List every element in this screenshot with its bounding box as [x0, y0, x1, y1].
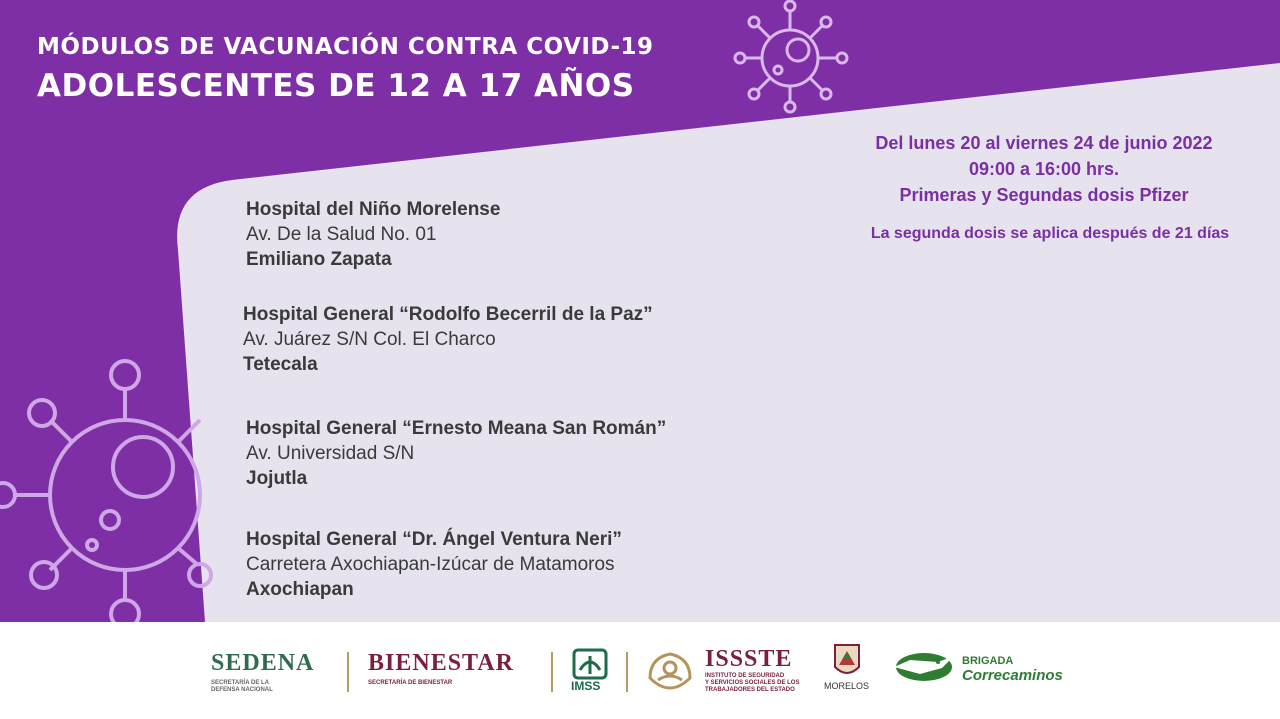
- hospital-address: Av. De la Salud No. 01: [246, 224, 437, 245]
- hospital-name: Hospital General “Rodolfo Becerril de la Paz”: [243, 304, 653, 325]
- second-dose-note: La segunda dosis se aplica después de 21 días: [870, 225, 1230, 242]
- logo-divider: [626, 652, 628, 692]
- title-line-1: MÓDULOS DE VACUNACIÓN CONTRA COVID-19: [37, 34, 654, 60]
- bienestar-logo: BIENESTAR: [368, 650, 514, 676]
- hospital-address: Av. Universidad S/N: [246, 443, 415, 464]
- sedena-logo: SEDENA: [211, 650, 315, 676]
- hospital-name: Hospital General “Ernesto Meana San Román”: [246, 418, 667, 439]
- correcaminos-label: Correcaminos: [962, 667, 1063, 684]
- hospital-name: Hospital General “Dr. Ángel Ventura Neri”: [246, 529, 622, 550]
- sedena-subtitle: [211, 680, 273, 694]
- logo-footer: [0, 622, 1280, 719]
- hospital-city: Tetecala: [243, 354, 318, 375]
- imss-logo: IMSS: [571, 679, 601, 693]
- roadrunner-icon: [890, 650, 958, 684]
- sedena-subtitle-line: SECRETARÍA DE LA: [211, 680, 270, 686]
- schedule-hours: 09:00 a 16:00 hrs.: [968, 159, 1120, 179]
- morelos-logo: MORELOS: [824, 681, 870, 691]
- schedule-dates: Del lunes 20 al viernes 24 de junio 2022: [875, 133, 1213, 153]
- hospital-city: Axochiapan: [246, 579, 354, 600]
- hospital-city: Jojutla: [246, 468, 308, 489]
- schedule-doses: Primeras y Segundas dosis Pfizer: [899, 185, 1189, 205]
- issste-emblem-icon: [644, 648, 696, 692]
- issste-subtitle-line: TRABAJADORES DEL ESTADO: [705, 687, 795, 693]
- schedule-block: [832, 130, 1256, 208]
- hospital-address: Carretera Axochiapan-Izúcar de Matamoros: [246, 554, 615, 575]
- imss-emblem-icon: [572, 648, 608, 680]
- issste-subtitle: [705, 673, 799, 694]
- hospital-city: Emiliano Zapata: [246, 249, 392, 270]
- issste-subtitle-line: INSTITUTO DE SEGURIDAD: [705, 673, 785, 679]
- brigada-label: BRIGADA: [962, 655, 1014, 667]
- hospital-entry: [246, 416, 666, 491]
- bienestar-subtitle: SECRETARÍA DE BIENESTAR: [368, 680, 453, 686]
- issste-subtitle-line: Y SERVICIOS SOCIALES DE LOS: [705, 680, 800, 686]
- hospital-address: Av. Juárez S/N Col. El Charco: [243, 329, 496, 350]
- logo-divider: [551, 652, 553, 692]
- hospital-name: Hospital del Niño Morelense: [246, 199, 501, 220]
- morelos-shield-icon: [833, 643, 861, 679]
- logo-divider: [347, 652, 349, 692]
- hospital-entry: [246, 527, 622, 602]
- issste-logo: ISSSTE: [705, 646, 793, 672]
- title-line-2: ADOLESCENTES DE 12 A 17 AÑOS: [37, 68, 635, 104]
- sedena-subtitle-line: DEFENSA NACIONAL: [211, 687, 273, 693]
- hospital-entry: [243, 302, 653, 377]
- hospital-entry: [246, 197, 500, 272]
